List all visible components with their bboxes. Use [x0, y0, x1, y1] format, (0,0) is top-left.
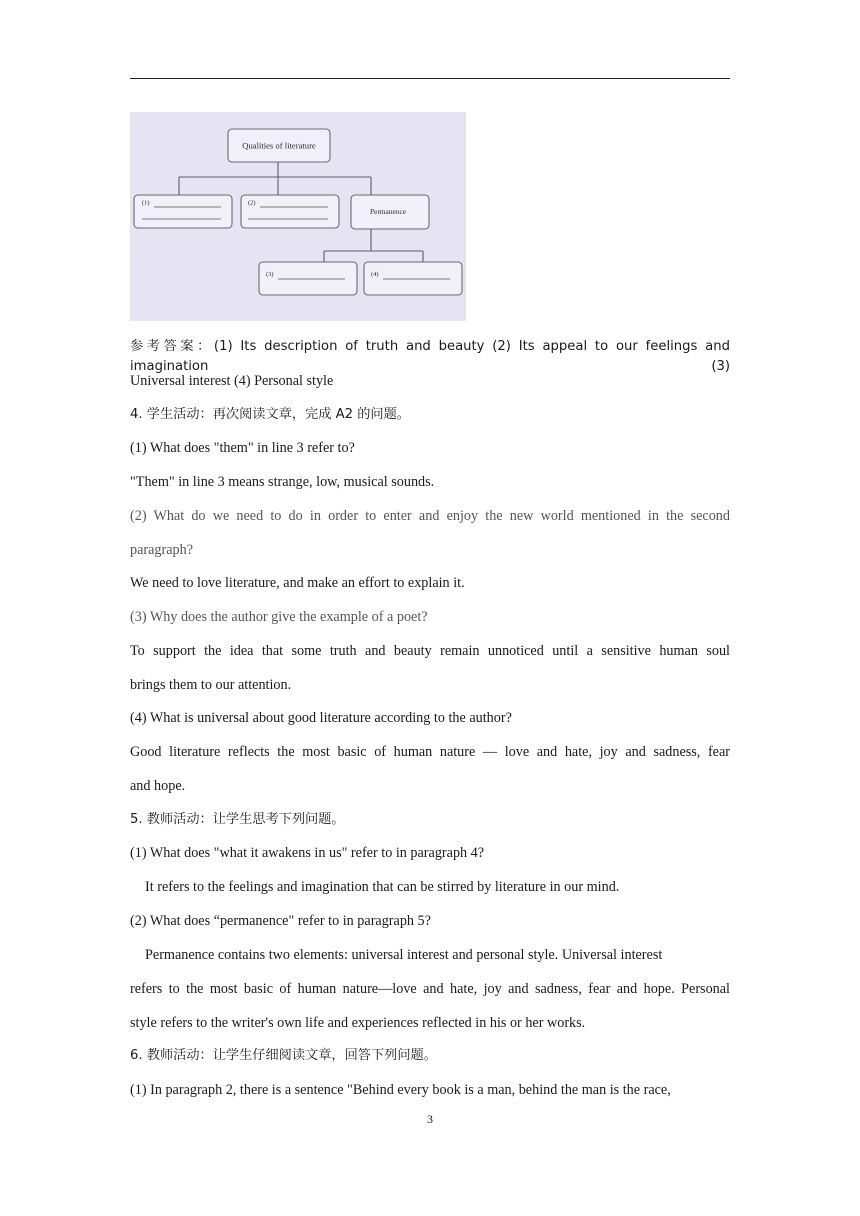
answer-line: style refers to the writer's own life and experiences reflected in his or her works. — [130, 1015, 586, 1031]
node-3-box — [259, 262, 357, 295]
question-line: (1) In paragraph 2, there is a sentence "Behind every book is a man, behind the man is the race, — [130, 1082, 671, 1098]
answer-line: refers to the most basic of human nature—love and hate, joy and sadness, fear and hope. Personal — [130, 981, 730, 997]
answer-key-line: Universal interest (4) Personal style — [130, 373, 334, 389]
answer-key-line: 参考答案：(1) Its description of truth and beauty (2) Its appeal to our feelings and imagination (3) — [130, 339, 730, 374]
node-1-label: (1) — [142, 199, 150, 207]
answer-line: To support the idea that some truth and beauty remain unnoticed until a sensitive human soul — [130, 643, 730, 659]
question-line: (2) What does “permanence" refer to in paragraph 5? — [130, 913, 431, 929]
question-line: (1) What does "what it awakens in us" refer to in paragraph 4? — [130, 845, 485, 861]
answer-line: "Them" in line 3 means strange, low, musical sounds. — [130, 474, 435, 490]
node-4-label: (4) — [371, 271, 379, 278]
page-number: 3 — [427, 1112, 433, 1126]
permanence-node-label: Permanence — [369, 207, 407, 216]
node-2-label: (2) — [248, 199, 256, 207]
question-line: (2) What do we need to do in order to enter and enjoy the new world mentioned in the second — [130, 508, 730, 524]
header-rule — [130, 78, 730, 79]
answer-line: It refers to the feelings and imagination that can be stirred by literature in our mind. — [145, 879, 620, 895]
qualities-diagram — [130, 112, 466, 321]
node-3-label: (3) — [266, 271, 274, 278]
node-2-box — [241, 195, 339, 228]
question-line: (1) What does "them" in line 3 refer to? — [130, 440, 355, 456]
root-node-label: Qualities of literature — [242, 140, 316, 151]
answer-line: and hope. — [130, 778, 186, 794]
answer-line: We need to love literature, and make an effort to explain it. — [130, 575, 465, 591]
answer-line: brings them to our attention. — [130, 677, 292, 693]
activity-heading: 6. 教师活动：让学生仔细阅读文章，回答下列问题。 — [130, 1048, 437, 1063]
answer-line: Good literature reflects the most basic of human nature — love and hate, joy and sadness, fear — [130, 744, 730, 760]
activity-heading: 4. 学生活动：再次阅读文章，完成 A2 的问题。 — [130, 407, 410, 422]
node-4-box — [364, 262, 462, 295]
question-line: paragraph? — [130, 542, 194, 558]
answer-line: Permanence contains two elements: universal interest and personal style. Universal interest — [145, 947, 663, 963]
diagram-svg — [130, 112, 466, 321]
question-line: (4) What is universal about good literature according to the author? — [130, 710, 512, 726]
activity-heading: 5. 教师活动：让学生思考下列问题。 — [130, 812, 345, 827]
question-line: (3) Why does the author give the example of a poet? — [130, 609, 428, 625]
